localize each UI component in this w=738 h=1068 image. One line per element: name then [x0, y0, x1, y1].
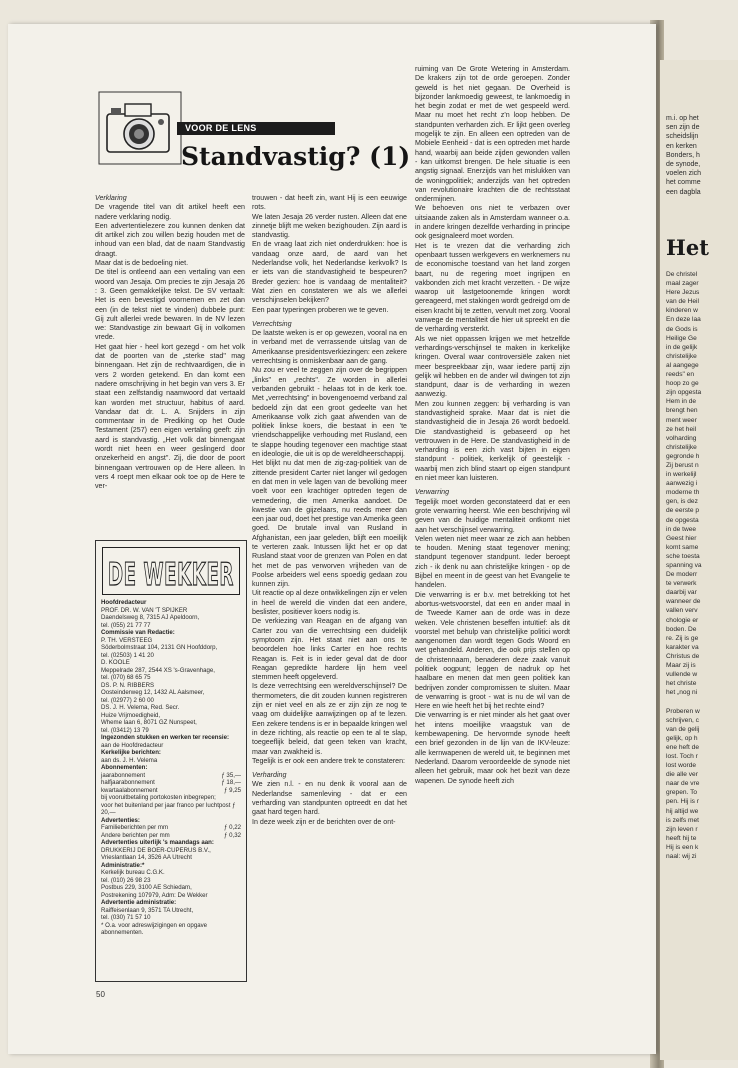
- right-page-line: Zij berust n: [666, 461, 699, 469]
- right-page-line: pen. Hij is r: [666, 798, 699, 806]
- right-page-line: ment weer: [666, 416, 697, 424]
- price-label: Andere berichten per mm: [101, 831, 170, 839]
- right-page-line: van de gelij: [666, 725, 700, 733]
- paragraph: Als we niet oppassen krijgen we met hetzelfde verhardings-verschijnsel te maken in kerkelijke kringen. Overal waar controversiële zaken niet meer bespreekbaar zijn, waar iedere partij zijn gelijk wil hebben en de ander wil dwingen tot zijn standpunt, daar is de verharding in wezen aanwezig.: [415, 334, 570, 399]
- paragraph: Nu zou er veel te zeggen zijn over de begrippen „links" en „rechts". Ze worden in allerlei verbanden gebruikt - helaas tot in de kerk toe. Met „verrechtsing" in bovengenoemd verband zal bedoeld zijn dat een groot gedeelte van het Amerikaanse volk zich gaat afwenden van de politiek linkse koers, die bestaat in een 'te vriendschappelijke verhouding met Rusland, een te slappe houding tegenover een machtige staat en ideologie, die uit is op de wereldheerschappij.: [252, 366, 407, 459]
- price-value: ƒ 0,32: [224, 831, 241, 839]
- right-page-line: christelijke: [666, 352, 697, 360]
- paragraph: Die verwarring is er niet minder als het gaat over het intens moeilijke vraagstuk van de kernbewapening. De hervormde synode heeft een brief gezonden in de lijn van de IKV-leuze: alle kernwapenen de wereld uit, te beginnen met Nederland. Daarom veroordeelde de synode niet alleen het gebruik, maar ook het bezit van deze wapenen. De synode heeft zich: [415, 711, 570, 785]
- paragraph: De laatste weken is er op gewezen, vooral na en in verband met de verrassende uitslag van de Amerikaanse presidentsverkiezingen: een zekere verrechtsing is onmiskenbaar aan de gang.: [252, 329, 407, 366]
- right-page-line: het comme: [666, 179, 701, 187]
- colophon-line: Postbus 229, 3100 AE Schiedam,: [101, 884, 192, 891]
- colophon-label: Advertenties uiterlijk 's maandags aan:: [101, 839, 214, 846]
- paragraph: We zien n.l. - en nu denk ik vooral aan de Nederlandse samenleving - dat er een verharding van standpunten optreedt en dat het gaat hard tegen hard.: [252, 780, 407, 817]
- colophon-line: DS. J. H. Velema, Red. Secr.: [101, 704, 180, 711]
- right-page-line: brengt hen: [666, 407, 698, 415]
- paragraph: De vragende titel van dit artikel heeft een nadere verklaring nodig.: [95, 203, 245, 221]
- price-row: [101, 832, 241, 840]
- right-page-line: zijn leven r: [666, 825, 698, 833]
- colophon-line: P. TH. VERSTEEG: [101, 636, 153, 644]
- right-page-line: het christe: [666, 680, 697, 688]
- right-page-line: vullende w: [666, 671, 698, 679]
- colophon-line: tel. (02503) 1 41 20: [101, 651, 154, 659]
- paragraph: Een paar typeringen proberen we te geven.: [252, 305, 389, 314]
- right-page-line: Bonders, h: [666, 151, 700, 159]
- right-page-line: Maar zij is: [666, 662, 696, 670]
- paragraph: trouwen - dat heeft zin, want Hij is een eeuwige rots.: [252, 194, 407, 212]
- right-page-line: re. Zij is ge: [666, 634, 699, 642]
- paragraph: Het gaat hier - heel kort gezegd - om het volk dat de poorten van de „sterke stad" mag binnengaan. Het zijn de rechtvaardigen, die in vers 2 worden getekend. En dan komt een nadere omschrijving in het begin van vers 3. Er staat een zelfstandig naamwoord dat vertaald kan worden met structuur, habitus of aard. Vandaar dat dr. L. A. Snijders in zijn commentaar in de Prediking op het Oude Testament (257) een eigen vertaling geeft: zijn aard is standvastig. „Het volk dat binnengaat wordt niet heen en weer geslingerd door onzekerheid en angst". Zij, die door de poort binnengaan vertrouwen op de Here alleen. In vers 4 roept men elkaar ook toe op de Here te ver-: [95, 342, 245, 491]
- colophon-line: tel. (070) 68 65 75: [101, 674, 151, 681]
- paragraph: Tegelijk is er ook een andere trek te constateren:: [252, 756, 405, 765]
- right-page-line: naal: wij zi: [666, 853, 697, 860]
- price-row: [101, 824, 241, 832]
- paragraph: Maar dat is de bedoeling niet.: [95, 259, 189, 268]
- colophon-line: Postrekening 107979, Adm: De Wekker: [101, 891, 208, 899]
- section-label: VOOR DE LENS: [177, 122, 335, 135]
- paragraph: De verkiezing van Reagan en de afgang van Carter zou van die verrechtsing een duidelijk symptoom zijn. Het staat niet aan ons te beoordelen hoe links Carter en hoe rechts Reagan is. Feit is in ieder geval dat de door Reagan gepredikte hardere lijn hem veel stemmen heeft opgeleverd.: [252, 617, 407, 682]
- right-page-line: spanning va: [666, 562, 702, 569]
- paragraph: ruiming van De Grote Wetering in Amsterdam. De krakers zijn tot de orde geroepen. Zonder geweld is het niet gegaan. De Overheid is bijzonder lankmoedig geweest, te lankmoedig in het begin zodat er met de wet gespeeld werd. Maar nu moet het recht z'n loop hebben. De standpunten verharden zich. Er lijkt geen overleg mogelijk te zijn. En alleen een optreden van de Mobiele Eenheid - dat is een optreden met harde hand, waarbij aan beide zijden gewonden vallen - kan uitkomst brengen. De hele situatie is een angstig signaal. Enerzijds van het mislukken van de woningpolitiek; anderzijds van het optreden van revolutionaire krachten die de rechtsstaat ondermijnen.: [415, 65, 570, 204]
- right-page-line: En deze laa: [666, 316, 701, 324]
- paragraph: We behoeven ons niet te verbazen over uitsiaande zaken als in Amsterdam wanneer o.a. in andere kringen dezelfde verharding in principe ook gesignaleerd moet worden.: [415, 204, 570, 241]
- paragraph: Het blijkt nu dat men de zig-zag-politiek van de zittende president Carter niet langer wil gedogen en dat men in vele lagen van de bevolking meer voelt voor een krachtiger optreden tegen de vernedering, die men Amerika aandoet. De kwestie van de gijzelaars, nu reeds meer dan een jaar oud, doet het prestige van Amerika geen goed. De brutale inval van Rusland in Afghanistan, een jaar geleden, blijft een moeilijk te verteren zaak. Intussen lijkt het er op dat Rusland staat voor de grenzen van Polen en dat het met de pas verworven vrijheden van de Poolse arbeiders wel eens spoedig gedaan zou kunnen zijn.: [252, 459, 407, 589]
- right-page-line: De moderr: [666, 571, 698, 579]
- right-page-line: van de Heil: [666, 298, 699, 306]
- colophon-line: tel. (03412) 13 79: [101, 726, 149, 734]
- price-row: [101, 787, 241, 795]
- right-page-line: Here Jezus: [666, 289, 700, 297]
- price-label: jaarabonnement: [101, 771, 146, 779]
- colophon-line: tel. (055) 21 77 77: [101, 621, 151, 629]
- page-number: 50: [96, 990, 105, 999]
- price-value: ƒ 9,25: [224, 786, 241, 794]
- colophon-details: [96, 599, 246, 937]
- colophon-line: Huize Vrijmoedigheid,: [101, 711, 161, 719]
- right-page-line: zijn opgesta: [666, 389, 702, 397]
- paragraph: Is deze verrechtsing een wereldverschijnsel? De thermometers, die dit zouden kunnen registreren zijn er niet veel en als ze er zijn zijn ze nog te vaag om duidelijke aanwijzingen op af te lezen. Een zekere tendens is er in bepaalde kringen wel in deze richting, als reactie op een te al te slap, toegeeflijk beleid, dat geen teken van kracht, maar van zwakheid is.: [252, 682, 407, 756]
- colophon-note: * O.a. voor adreswijzigingen en opgave abonnementen.: [101, 921, 208, 936]
- right-page-line: boden. De: [666, 625, 697, 633]
- article-header: [95, 88, 411, 198]
- colophon-label: Abonnementen:: [101, 764, 148, 771]
- right-page-line: ze het heil: [666, 425, 697, 433]
- price-row: [101, 779, 241, 787]
- right-page-line: voelen zich: [666, 170, 702, 178]
- right-page-line: lost. Toch r: [666, 752, 698, 760]
- right-page-line: is zelfs met: [666, 816, 699, 824]
- paragraph: Het is te vrezen dat die verharding zich openbaart tussen werkgevers en werknemers nu de economische toestand van het land zorgen baart, nu de regering moet ingrijpen en vakbonden zich met kracht verzetten. - De wijze waarop uit lastgetoonemde kringen wordt gereageerd, met stakingen wordt gedreigd om de eisen kracht bij te zetten, vervult met zorg. Vooral vanwege de mentaliteit die hier uit spreekt en die de verharding versterkt.: [415, 241, 570, 334]
- right-page-line: kinderen w: [666, 307, 698, 315]
- colophon-line: voor het buitenland per jaar franco per luchtpost ƒ 20,—: [101, 801, 236, 816]
- paragraph: We laten Jesaja 26 verder rusten. Alleen dat ene zinnetje blijft me weken bezighouden. Zijn aard is standvastig.: [252, 212, 407, 240]
- article-column-3: [415, 65, 570, 786]
- colophon-label: Advertenties:: [101, 816, 140, 824]
- colophon-line: Kerkelijk bureau C.G.K.: [101, 869, 165, 876]
- right-page-line: karakter va: [666, 643, 699, 651]
- paragraph: Een advertentielezere zou kunnen denken dat dit artikel zich zou willen bezig houden met de inhoud van een blad, dat de naam Standvastig draagt.: [95, 221, 245, 258]
- colophon-line: Daendelsweg 8, 7315 AJ Apeldoorn,: [101, 614, 200, 621]
- right-page-line: en kerken: [666, 142, 697, 150]
- right-page-line: naar de vre: [666, 780, 700, 788]
- right-page-top-text: [666, 114, 701, 197]
- right-page-line: ene heft de: [666, 743, 699, 751]
- paragraph: Die verwarring is er b.v. met betrekking tot het abortus-wetsvoorstel, dat een en ander maal in de Tweede Kamer aan de orde was in deze weken. Vele christenen beseffen intuïtief: als dit voorstel met behulp van christelijke politici wordt aangenomen dan wordt tegen Gods Woord en wet gehandeld. Anderen, die ook prijs stellen op de christennaam, benaderen deze zaak vanuit politiek oogpunt; leggen de nadruk op het haalbare en menen dat men geen politiek kan bedrijven zonder compromissen te sluiten. Maar de verwarring is groot - wat is nu de wil van de Here en wie heeft het bij het rechte eind?: [415, 590, 570, 711]
- right-page-line: Heilige Ge: [666, 334, 697, 342]
- right-page-line: een dagbla: [666, 188, 701, 196]
- camera-icon: [95, 88, 185, 168]
- right-page-line: Hij is een k: [666, 843, 699, 851]
- right-page-line: schrijven, c: [666, 716, 699, 724]
- price-label: Familieberichten per mm: [101, 824, 169, 831]
- price-label: kwartaalabonnement: [101, 786, 158, 794]
- right-page-line: de Gods is: [666, 325, 698, 333]
- colophon-label: Commissie van Redactie:: [101, 629, 175, 636]
- right-page-line: lost worde: [666, 762, 697, 770]
- right-page-line: gelijk, op h: [666, 734, 698, 742]
- right-page-line: Hem in de: [666, 398, 697, 406]
- paragraph: In deze week zijn er de berichten over de ont-: [252, 817, 396, 826]
- de-wekker-logo: [102, 547, 240, 595]
- colophon-line: DRUKKERIJ DE BOER-CUPERUS B.V.,: [101, 846, 211, 854]
- right-page-line: moderne th: [666, 489, 700, 497]
- colophon-line: tel. (010) 26 98 23: [101, 876, 151, 884]
- article-title: Standvastig? (1): [181, 142, 411, 171]
- right-page-line: m.i. op het: [666, 115, 699, 122]
- colophon-line: Meppelrade 287, 2544 XS 's-Gravenhage,: [101, 666, 215, 674]
- right-page-line: aanwezig i: [666, 480, 698, 488]
- paragraph: Velen weten niet meer waar ze zich aan hebben te houden. Mening staat tegenover mening; standpunt tegenover standpunt. Ieder beroept zich - ik denk nu aan christelijke kringen - op de Bijbel en meent in de geest van het Evangelie te handelen.: [415, 534, 570, 590]
- right-page-line: Christus de: [666, 652, 700, 660]
- colophon-line: DS. P. N. RIBBERS: [101, 681, 155, 689]
- colophon-line: D. KOOLE: [101, 659, 130, 666]
- subheading: Verklaring: [95, 194, 127, 202]
- colophon-line: Söderbolmstraat 104, 2131 GN Hoofddorp,: [101, 644, 218, 651]
- right-page-line: gegronde h: [666, 452, 700, 460]
- right-page-line: de synode,: [666, 161, 701, 169]
- subheading: Verrechtsing: [252, 319, 292, 328]
- colophon-line: Oosteinderweg 12, 1432 AL Aalsmeer,: [101, 689, 205, 696]
- right-page-line: De christel: [666, 271, 698, 278]
- price-value: ƒ 18,—: [221, 779, 241, 786]
- right-page-line: vallen verv: [666, 607, 698, 615]
- right-page-line: hij altijd we: [666, 807, 699, 815]
- colophon-label: Kerkelijke berichten:: [101, 749, 161, 756]
- colophon-label: Advertentie administratie:: [101, 899, 177, 906]
- subheading: Verharding: [252, 771, 287, 780]
- right-page-line: de opgesta: [666, 516, 699, 524]
- right-page-line: volharding: [666, 434, 697, 442]
- right-page-line: die alle ver: [666, 771, 698, 779]
- colophon-line: tel. (02977) 2 60 00: [101, 696, 154, 704]
- right-page-heading: Het: [666, 235, 709, 260]
- subheading: Verwarring: [415, 488, 450, 497]
- right-page-line: hoop zo ge: [666, 380, 699, 388]
- article-column-1: [95, 194, 245, 492]
- right-page-line: reeds" en: [666, 371, 695, 379]
- colophon-line: aan de Hoofdredacteur: [101, 741, 164, 749]
- colophon-line: Raiffeisenlaan 9, 3571 TA Utrecht,: [101, 906, 194, 914]
- right-page-line: komt same: [666, 543, 699, 551]
- right-page-line: al aangege: [666, 361, 699, 369]
- price-row: [101, 772, 241, 780]
- right-page-line: chologie er: [666, 616, 699, 624]
- colophon-line: bij vooruitbetaling portokosten inbegrepen;: [101, 794, 216, 801]
- colophon-line: aan ds. J. H. Velema: [101, 756, 158, 764]
- colophon-line: Vrieslantlaan 14, 3526 AA Utrecht: [101, 854, 192, 861]
- right-page-line: wanneer de: [666, 598, 701, 606]
- right-page-line: de eerste p: [666, 507, 699, 515]
- paragraph: De titel is ontleend aan een vertaling van een woord van Jesaja. Om precies te zijn Jesaja 26 : 3. Geen gemakkelijke tekst. De SV vertaalt: Het is een bevestigd voornemen en zet dan een (in de tekst niet te vinden) dubbele punt: Gij zult allerlei vrede bewaren. In de NV lezen we: Standvastige zin bewaart Gij in volkomen vrede.: [95, 268, 245, 342]
- right-page-line: sche toesta: [666, 552, 700, 560]
- right-page-line: maal zager: [666, 280, 699, 288]
- right-page-body-text: [666, 270, 702, 861]
- right-page-line: grepen. To: [666, 789, 698, 797]
- right-page-line: in werkelijl: [666, 471, 697, 479]
- article-column-2: [252, 194, 407, 827]
- colophon-line: Wheme laan 6, 8071 GZ Nunspeet,: [101, 719, 197, 726]
- colophon-box: [95, 540, 247, 982]
- right-page-line: te verwerk: [666, 580, 697, 588]
- price-value: ƒ 35,—: [221, 771, 241, 779]
- colophon-label: Administratie:*: [101, 861, 145, 869]
- right-page-line: Proberen w: [666, 707, 700, 715]
- colophon-line: tel. (030) 71 57 10: [101, 914, 151, 921]
- colophon-label: Ingezonden stukken en werken ter recensie:: [101, 734, 230, 741]
- right-page-line: in de gelijk: [666, 343, 698, 351]
- right-page-line: gen, is dez: [666, 498, 698, 506]
- colophon-line: PROF. DR. W. VAN 'T SPIJKER: [101, 606, 188, 614]
- paragraph: Men zou kunnen zeggen: bij verharding is van standvastigheid sprake. Maar dat is niet die standvastigheid die in Jesaja 26 wordt bedoeld. Die standvastigheid is gebaseerd op het vertrouwen in de Here. De standvastigheid in de verharding is een zich vast bijten in eigen standpunt - politiek, kerkelijk of geestelijk - waarbij men zich blind staart op eigen standpunt en niet meer kan luisteren.: [415, 399, 570, 483]
- right-page-line: daarbij var: [666, 589, 697, 597]
- right-page-line: in de twee: [666, 525, 697, 533]
- price-value: ƒ 0,22: [224, 824, 241, 831]
- paragraph: En de vraag laat zich niet onderdrukken: hoe is vandaag onze aard, de aard van het Nederlandse volk, het Nederlandse kerkvolk? Is er iets van die standvastigheid te bespeuren? Breder gezien: hoe is vandaag de mentaliteit? Wat zien en constateren we als we allerlei verschijnselen bekijken?: [252, 240, 407, 305]
- right-page-line: sen zijn de: [666, 124, 700, 132]
- paragraph: Tegelijk moet worden geconstateerd dat er een grote verwarring heerst. Wie een beschrijving wil geven van de huidige mentaliteit ontkomt niet aan het verschijnsel verwarring.: [415, 497, 570, 534]
- right-page-line: scheidslijn: [666, 133, 699, 141]
- price-label: halfjaarabonnement: [101, 779, 155, 786]
- right-page-line: het „nog ni: [666, 689, 698, 697]
- right-page-line: heeft hij te: [666, 834, 697, 842]
- paragraph: Uit reactie op al deze ontwikkelingen zijn er velen in heel de wereld die vinden dat een andere, beslister, positiever koers nodig is.: [252, 589, 407, 617]
- colophon-label: Hoofdredacteur: [101, 599, 147, 606]
- right-page-line: [666, 697, 702, 706]
- right-page-line: Geest hier: [666, 534, 697, 542]
- right-page-line: christelijke: [666, 443, 697, 451]
- logo-text: DE WEKKER: [108, 557, 234, 593]
